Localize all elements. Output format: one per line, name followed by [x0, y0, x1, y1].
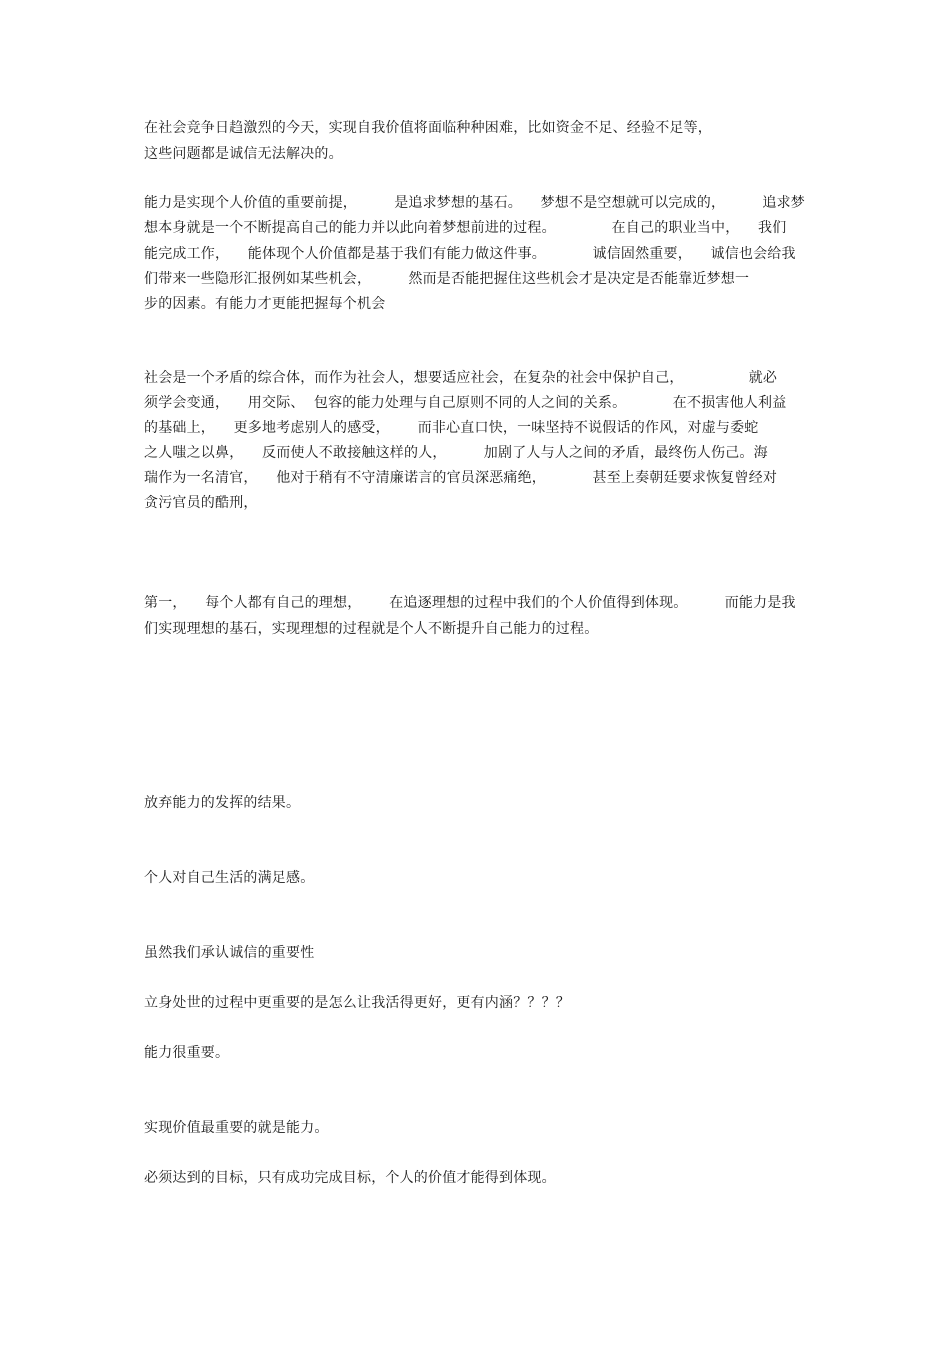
text-line: 们带来一些隐形汇报例如某些机会， 然而是否能把握住这些机会才是决定是否能靠近梦想一 — [144, 271, 750, 287]
text-line: 必须达到的目标，只有成功完成目标，个人的价值才能得到体现。 — [144, 1170, 556, 1186]
text-line: 放弃能力的发挥的结果。 — [144, 795, 301, 811]
text-line: 的基础上， 更多地考虑别人的感受， 而非心直口快，一味坚持不说假话的作风，对虚与委蛇 — [144, 420, 759, 436]
text-line: 步的因素。有能力才更能把握每个机会 — [144, 296, 386, 312]
text-line: 瑞作为一名清官， 他对于稍有不守清廉诺言的官员深恶痛绝， 甚至上奏朝廷要求恢复曾经对 — [144, 470, 778, 486]
text-line: 立身处世的过程中更重要的是怎么让我活得更好，更有内涵？？？？ — [144, 995, 570, 1011]
text-line: 在社会竞争日趋激烈的今天，实现自我价值将面临种种困难，比如资金不足、经验不足等， — [144, 120, 712, 136]
text-line: 个人对自己生活的满足感。 — [144, 870, 315, 886]
text-line: 第一， 每个人都有自己的理想， 在追逐理想的过程中我们的个人价值得到体现。 而能力是我 — [144, 595, 796, 611]
text-line: 能力是实现个人价值的重要前提， 是追求梦想的基石。 梦想不是空想就可以完成的， 追求梦 — [144, 195, 806, 211]
text-line: 想本身就是一个不断提高自己的能力并以此向着梦想前进的过程。 在自己的职业当中， 我们 — [144, 220, 787, 236]
text-line: 能力很重要。 — [144, 1045, 230, 1061]
text-line: 之人嗤之以鼻， 反而使人不敢接触这样的人， 加剧了人与人之间的矛盾，最终伤人伤己。海 — [144, 445, 768, 461]
text-line: 实现价值最重要的就是能力。 — [144, 1120, 329, 1136]
text-line: 须学会变通， 用交际、 包容的能力处理与自己原则不同的人之间的关系。 在不损害他人利益 — [144, 395, 787, 411]
text-line: 贪污官员的酷刑， — [144, 495, 258, 511]
text-line: 虽然我们承认诚信的重要性 — [144, 945, 315, 961]
text-line: 社会是一个矛盾的综合体，而作为社会人，想要适应社会，在复杂的社会中保护自己， 就必 — [144, 370, 778, 386]
text-line: 能完成工作， 能体现个人价值都是基于我们有能力做这件事。 诚信固然重要， 诚信也会给我 — [144, 246, 796, 262]
text-line: 们实现理想的基石，实现理想的过程就是个人不断提升自己能力的过程。 — [144, 621, 599, 637]
text-line: 这些问题都是诚信无法解决的。 — [144, 146, 343, 162]
